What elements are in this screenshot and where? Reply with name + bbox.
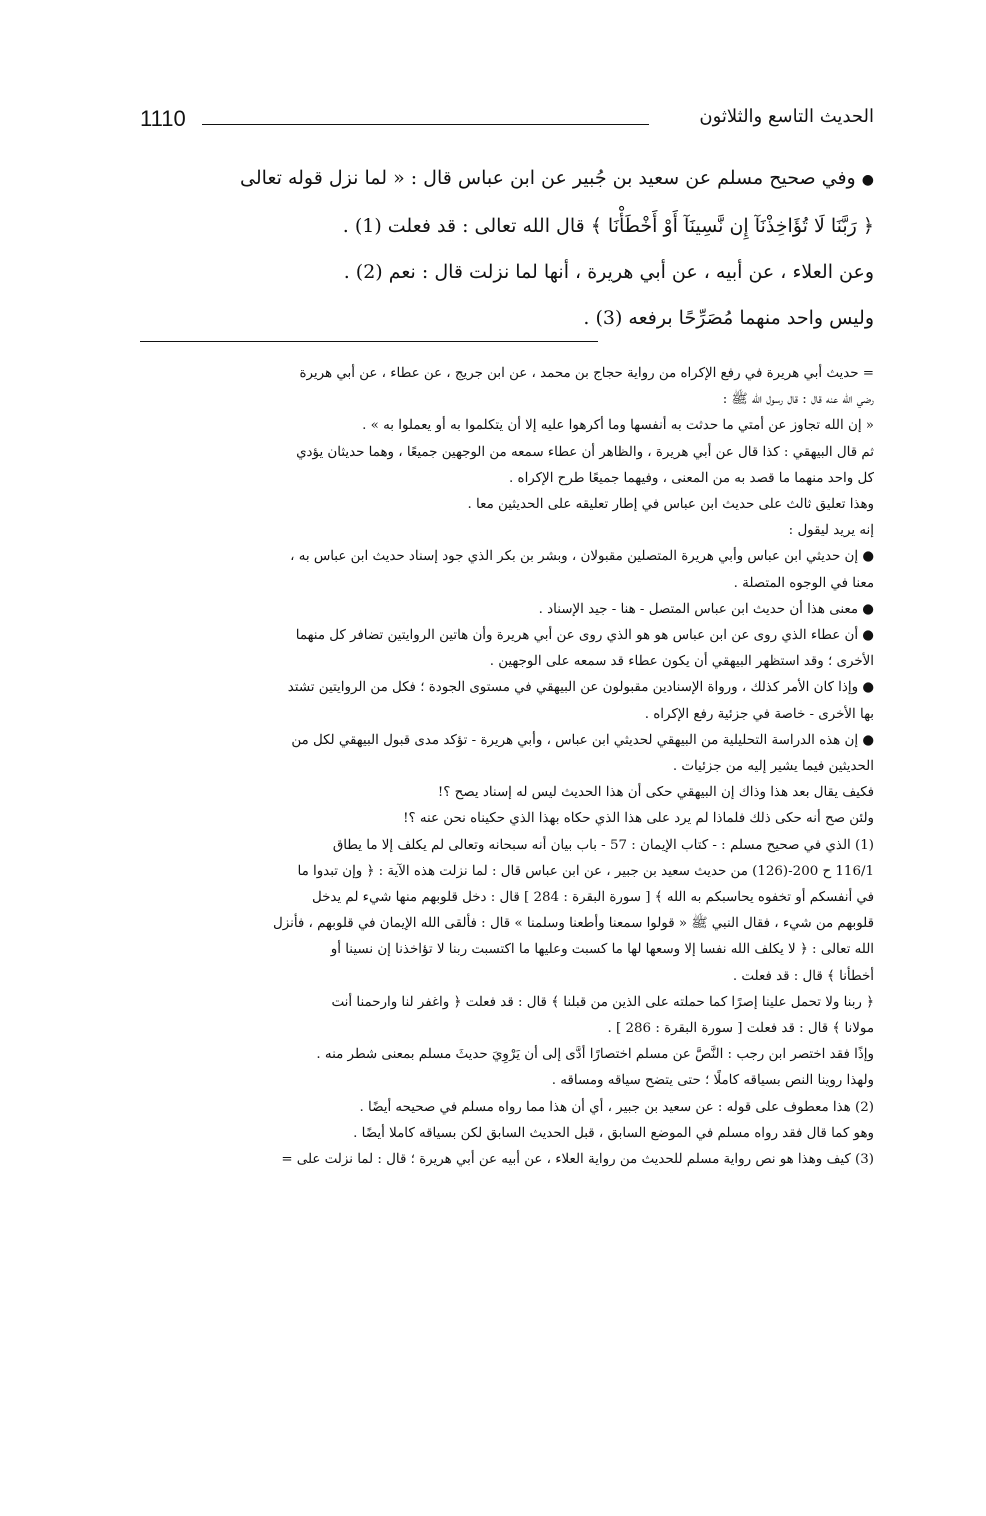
footnote-line: الله تعالى : ﴿ لا يكلف الله نفسا إلا وسعها لها ما كسبت وعليها ما اكتسبت ربنا لا تؤاخذنا إن نسينا أو xyxy=(330,942,874,958)
bullet-icon: ● xyxy=(861,172,874,188)
chapter-title: الحديث التاسع والثلاثون xyxy=(699,106,874,127)
footnote-line: بها الأخرى - خاصة في جزئية رفع الإكراه . xyxy=(644,706,874,722)
footnote-line: كل واحد منهما ما قصد به من المعنى ، وفيهما جميعًا طرح الإكراه . xyxy=(509,470,874,486)
footnote-line: وهو كما قال فقد رواه مسلم في الموضع السابق ، قبل الحديث السابق لكن بسياقه كاملا أيضًا . xyxy=(353,1125,874,1141)
footnote-line: « إن الله تجاوز عن أمتي ما حدثت به أنفسها وما أكرهوا عليه إلا أن يتكلموا به أو يعملوا به » . xyxy=(362,418,874,434)
footnote-line: أخطأنا ﴾ قال : قد فعلت . xyxy=(732,968,874,984)
footnote-line: إنه يريد ليقول : xyxy=(788,523,874,539)
footnote-line: قلوبهم من شيء ، فقال النبي ﷺ « قولوا سمعنا وأطعنا وسلمنا » قال : فألقى الله الإيمان في قلوبهم ، فأنزل xyxy=(272,916,874,932)
footnote-line: رضي الله عنه قال : قال رسول الله ﷺ : xyxy=(722,392,874,408)
footnote-line: ولئن صح أنه حكى ذلك فلماذا لم يرد على هذا الذي حكاه بهذا الذي حكيناه نحن عنه ؟! xyxy=(403,811,874,827)
footnote-line: وهذا تعليق ثالث على حديث ابن عباس في إطار تعليقه على الحديثين معا . xyxy=(467,497,874,513)
footnote-line: (2) هذا معطوف على قوله : عن سعيد بن جبير ، أي أن هذا مما رواه مسلم في صحيحه أيضًا . xyxy=(359,1099,874,1115)
footnote-line: (1) الذي في صحيح مسلم : - كتاب الإيمان : 57 - باب بيان أنه سبحانه وتعالى لم يكلف إلا ما يطاق xyxy=(332,837,874,853)
footnote-line: ● إن هذه الدراسة التحليلية من البيهقي لحديثي ابن عباس ، وأبي هريرة - تؤكد مدى قبول البيهقي لكل من xyxy=(291,732,874,748)
main-line: وعن العلاء ، عن أبيه ، عن أبي هريرة ، أنها لما نزلت قال : نعم (2) . xyxy=(343,261,874,283)
footnote-line: ولهذا روينا النص بسياقه كاملًا ؛ حتى يتضح سياقه ومساقه . xyxy=(551,1073,874,1089)
footnote-line: الحديثين فيما يشير إليه من جزئيات . xyxy=(672,759,874,775)
footnote-line: ● معنى هذا أن حديث ابن عباس المتصل - هنا - جيد الإسناد . xyxy=(538,601,874,617)
footnote-line: 116/1 ح 200-(126) من حديث سعيد بن جبير ، عن ابن عباس قال : لما نزلت هذه الآية : ﴿ وإن تبدوا ما xyxy=(297,863,874,879)
footnotes xyxy=(140,361,874,1173)
main-line: ● وفي صحيح مسلم عن سعيد بن جُبير عن ابن عباس قال : « لما نزل قوله تعالى xyxy=(240,167,874,189)
footnote-line: وإذًا فقد اختصر ابن رجب : النَّصَّ عن مسلم اختصارًا أدَّى إلى أن يَرْوِيَ حديثَ مسلم بمعنى شطر منه . xyxy=(316,1047,874,1063)
footnote-line: في أنفسكم أو تخفوه يحاسبكم به الله ﴾ [ سورة البقرة : 284 ] قال : دخل قلوبهم منها شيء لم يدخل xyxy=(311,890,874,906)
footnote-separator xyxy=(140,341,598,342)
footnote-line: معنا في الوجوه المتصلة . xyxy=(733,575,874,591)
footnote-line: فكيف يقال بعد هذا وذاك إن البيهقي حكى أن هذا الحديث ليس له إسناد يصح ؟! xyxy=(437,785,874,801)
running-header xyxy=(140,104,874,140)
footnote-line: مولانا ﴾ قال : قد فعلت [ سورة البقرة : 286 ] . xyxy=(607,1021,874,1037)
footnote-line: الأخرى ؛ وقد استظهر البيهقي أن يكون عطاء قد سمعه على الوجهين . xyxy=(489,654,874,670)
footnote-line: ثم قال البيهقي : كذا قال عن أبي هريرة ، والظاهر أن عطاء سمعه من الوجهين جميعًا ، وهما حديثان يؤدي xyxy=(296,444,874,460)
footnote-line: ● وإذا كان الأمر كذلك ، ورواة الإسنادين مقبولون عن البيهقي في مستوى الجودة ؛ فكل من الروايتين تشتد xyxy=(287,680,874,696)
main-line: وليس واحد منهما مُصَرِّحًا برفعه (3) . xyxy=(583,307,874,329)
footnote-line: = حديث أبي هريرة في رفع الإكراه من رواية حجاج بن محمد ، عن ابن جريج ، عن عطاء ، عن أبي هريرة xyxy=(299,366,874,381)
main-text xyxy=(140,155,874,341)
footnote-line: (3) كيف وهذا هو نص رواية مسلم للحديث من رواية العلاء ، عن أبيه عن أبي هريرة ؛ قال : لما نزلت على = xyxy=(281,1152,874,1168)
header-rule xyxy=(202,124,649,125)
main-line: ﴿ رَبَّنَا لَا تُؤَاخِذْنَآ إِن نَّسِينَآ أَوْ أَخْطَأْنَا ﴾ قال الله تعالى : قد فعلت (1) . xyxy=(342,215,874,237)
footnote-line: ● إن حديثي ابن عباس وأبي هريرة المتصلين مقبولان ، وبشر بن بكر الذي جود إسناد حديث ابن عباس به ، xyxy=(290,549,874,565)
footnote-line: ﴿ ربنا ولا تحمل علينا إصرًا كما حملته على الذين من قبلنا ﴾ قال : قد فعلت ﴿ واغفر لنا وارحمنا أنت xyxy=(331,994,874,1010)
page-number: 1110 xyxy=(140,106,186,131)
footnote-line: ● أن عطاء الذي روى عن ابن عباس هو هو الذي روى عن أبي هريرة وأن هاتين الروايتين تضافر كل منهما xyxy=(295,628,874,644)
